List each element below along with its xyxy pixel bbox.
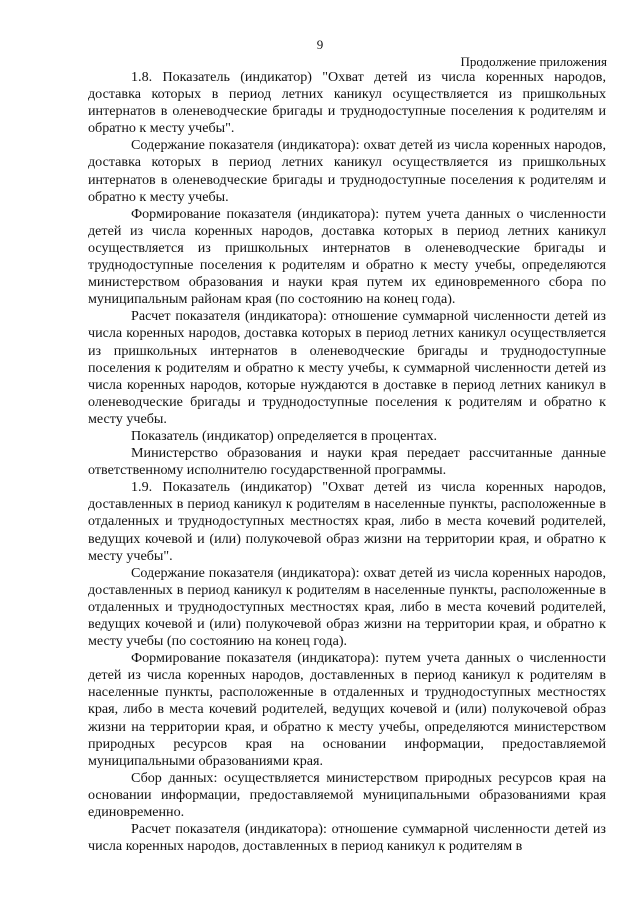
paragraph-formation-1-9: Формирование показателя (индикатора): путем учета данных о численности детей из числа коренных народов, доставленных в период каникул к родителям в населенные пункты, расположенные в отдаленных и труднодоступных местностях края, либо в места кочевий родителей, ведущих кочевой и (или) полукочевой образ жизни на территории края, и обратно к месту учебы, определяются министерством природных ресурсов края на основании информации, предоставляемой муниципальными образованиями края. — [88, 650, 606, 769]
paragraph-transfer-1-8: Министерство образования и науки края передает рассчитанные данные ответственному исполнителю государственной программы. — [88, 445, 606, 479]
paragraph-calculation-1-9: Расчет показателя (индикатора): отношение суммарной численности детей из числа коренных народов, доставленных в период каникул к родителям в — [88, 821, 606, 855]
document-body — [88, 69, 606, 855]
paragraph-content-1-8: Содержание показателя (индикатора): охват детей из числа коренных народов, доставка которых в период летних каникул осуществляется из пришкольных интернатов в оленеводческие бригады и труднодоступные поселения к родителям и обратно к месту учебы. — [88, 137, 606, 205]
paragraph-units-1-8: Показатель (индикатор) определяется в процентах. — [131, 427, 438, 444]
paragraph-formation-1-8: Формирование показателя (индикатора): путем учета данных о численности детей из числа коренных народов, доставка которых в период летних каникул осуществляется из пришкольных интернатов в оленеводческие бригады и труднодоступные поселения к родителям и обратно к месту учебы, определяются министерством образования и науки края путем их единовременного сбора по муниципальным районам края (по состоянию на конец года). — [88, 205, 606, 308]
page-number: 9 — [316, 37, 324, 52]
paragraph-indicator-1-9: 1.9. Показатель (индикатор) "Охват детей из числа коренных народов, доставленных в период каникул к родителям в населенные пункты, расположенные в отдаленных и труднодоступных местностях края, либо в места кочевий родителей, ведущих кочевой и (или) полукочевой образ жизни на территории края, и обратно к месту учебы". — [88, 479, 606, 564]
paragraph-content-1-9: Содержание показателя (индикатора): охват детей из числа коренных народов, доставленных в период каникул к родителям в населенные пункты, расположенные в отдаленных и труднодоступных местностях края, либо в места кочевий родителей, ведущих кочевой и (или) полукочевой образ жизни на территории края, и обратно к месту учебы (по состоянию на конец года). — [88, 564, 606, 650]
continuation-label: Продолжение приложения — [460, 54, 607, 69]
paragraph-indicator-1-8: 1.8. Показатель (индикатор) "Охват детей из числа коренных народов, доставка которых в период летних каникул осуществляется из пришкольных интернатов в оленеводческие бригады и труднодоступные поселения к родителям и обратно к месту учебы". — [88, 69, 606, 137]
paragraph-data-collection-1-9: Сбор данных: осуществляется министерством природных ресурсов края на основании информации, предоставляемой муниципальными образованиями края единовременно. — [88, 769, 606, 821]
paragraph-calculation-1-8: Расчет показателя (индикатора): отношение суммарной численности детей из числа коренных народов, доставка которых в период летних каникул осуществляется из пришкольных интернатов в оленеводческие бригады и труднодоступные поселения к родителям и обратно к месту учебы, к суммарной численности детей из числа коренных народов, которые нуждаются в доставке в период летних каникул в оленеводческие бригады и труднодоступные поселения к родителям и обратно к месту учебы. — [88, 308, 606, 427]
